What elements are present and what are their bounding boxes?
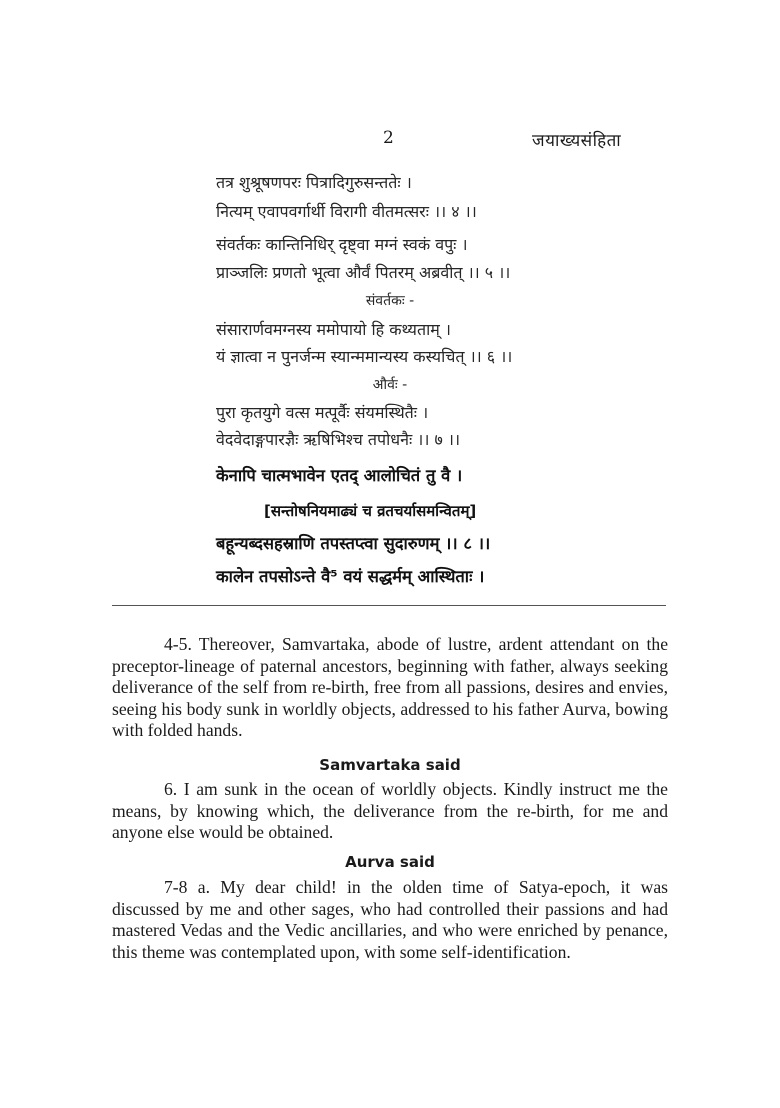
translation-speaker-heading: Aurva said xyxy=(345,853,435,871)
sanskrit-speaker-heading: और्वः - xyxy=(372,377,408,393)
sanskrit-verse-line: केनापि चात्मभावेन एतद् आलोचितं तु वै । xyxy=(216,466,463,485)
translation-paragraph: 4-5. Thereover, Samvartaka, abode of lustre, ardent attendant on the preceptor-lineage of paternal ancestors, beginning with father, always seeking deliverance of the self from re-birth, free from all passions, desires and envies, seeing his body sunk in worldly objects, addressed to his father Aurva, bowing with folded hands. xyxy=(112,634,668,740)
sanskrit-bracketed-line: [सन्तोषनियमाढ्यं च व्रतचर्यासमन्वितम्] xyxy=(264,502,477,520)
translation-paragraph: 6. I am sunk in the ocean of worldly objects. Kindly instruct me the means, by knowing which, the deliverance from the re-birth, for me and anyone else would be obtained. xyxy=(112,779,668,842)
sanskrit-verse-line: कालेन तपसोऽन्ते वै⁵ वयं सद्धर्मम् आस्थिताः । xyxy=(216,567,485,586)
sanskrit-verse-line: बहून्यब्दसहस्राणि तपस्तप्त्वा सुदारुणम् ।। ८ ।। xyxy=(216,534,491,553)
translation-block-1 xyxy=(112,634,668,742)
sanskrit-verse-line: वेदवेदाङ्गपारज्ञैः ऋषिभिश्च तपोधनैः ।। ७ ।। xyxy=(216,430,461,449)
translation-speaker-heading: Samvartaka said xyxy=(319,756,461,774)
running-title: जयाख्यसंहिता xyxy=(532,131,622,151)
sanskrit-verse-line: यं ज्ञात्वा न पुनर्जन्म स्यान्ममान्यस्य कस्यचित् ।। ६ ।। xyxy=(216,347,513,366)
sanskrit-verse-line: तत्र शुश्रूषणपरः पित्रादिगुरुसन्ततेः । xyxy=(216,173,412,192)
page-number: 2 xyxy=(383,128,394,148)
sanskrit-verse-line: नित्यम् एवापवर्गार्थी विरागी वीतमत्सरः ।। ४ ।। xyxy=(216,202,477,221)
section-divider xyxy=(112,605,666,606)
translation-paragraph: 7-8 a. My dear child! in the olden time of Satya-epoch, it was discussed by me and other sages, who had controlled their passions and had mastered Vedas and the Vedic ancillaries, and who were enriched by penance, this theme was contemplated upon, with some self-identification. xyxy=(112,877,668,962)
sanskrit-verse-line: पुरा कृतयुगे वत्स मत्पूर्वैः संयमस्थितैः । xyxy=(216,403,429,422)
sanskrit-verse-line: संसारार्णवमग्नस्य ममोपायो हि कथ्यताम् । xyxy=(216,320,451,339)
sanskrit-verse-line: संवर्तकः कान्तिनिधिर् दृष्ट्वा मग्नं स्वकं वपुः । xyxy=(216,235,468,254)
translation-block-2 xyxy=(112,779,668,844)
sanskrit-verse-line: प्राञ्जलिः प्रणतो भूत्वा और्वं पितरम् अब्रवीत् ।। ५ ।। xyxy=(216,263,511,282)
sanskrit-speaker-heading: संवर्तकः - xyxy=(365,293,415,309)
translation-block-3 xyxy=(112,877,668,963)
